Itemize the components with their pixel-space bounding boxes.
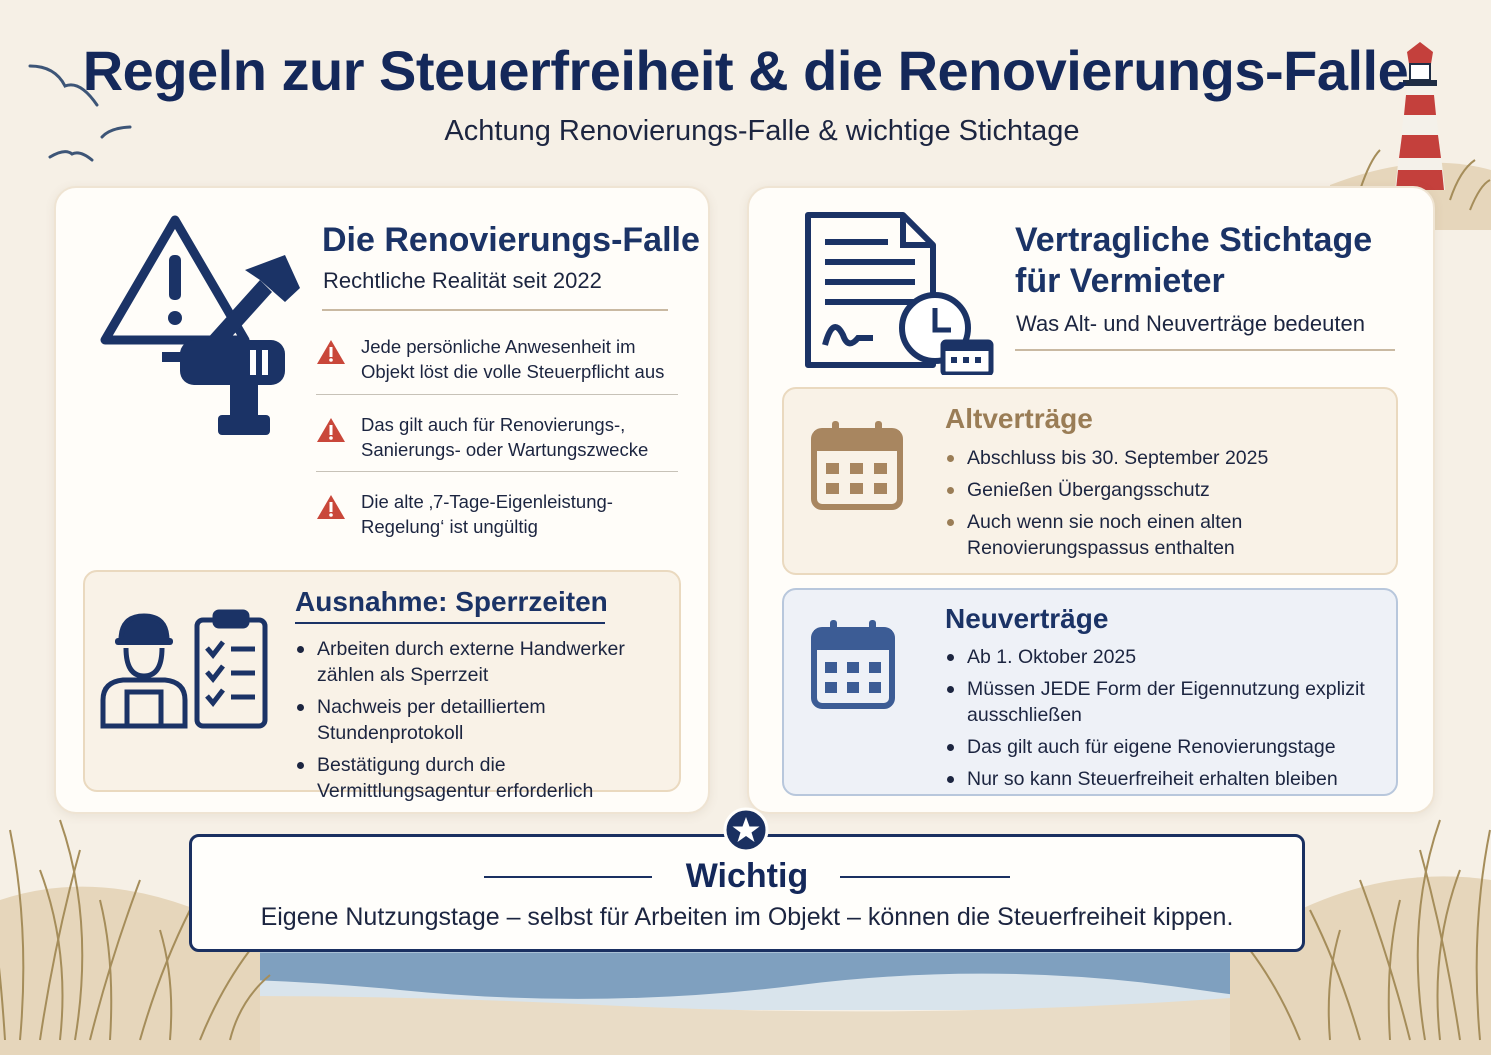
new-contracts-list: [945, 644, 1365, 798]
warning-tools-illustration: [100, 210, 310, 440]
new-contracts-title: Neuverträge: [945, 603, 1109, 634]
exception-item: Bestätigung durch die Vermittlungsagentur erforderlich: [295, 752, 665, 804]
new-contracts-item: Das gilt auch für eigene Renovierungstage: [945, 734, 1365, 760]
contract-deadlines-card: [747, 186, 1435, 814]
worker-icon: [103, 616, 185, 726]
renovation-trap-card: [54, 186, 710, 814]
important-text: Eigene Nutzungstage – selbst für Arbeiten im Objekt – können die Steuerfreiheit kippen.: [260, 903, 1234, 931]
calendar-icon: [810, 419, 904, 511]
divider: [316, 471, 678, 472]
exception-item: Nachweis per detailliertem Stundenprotokoll: [295, 694, 665, 746]
page-subtitle: Achtung Renovierungs-Falle & wichtige Stichtage: [444, 115, 1080, 147]
new-contracts-item: Ab 1. Oktober 2025: [945, 644, 1365, 670]
deadlines-subtitle: Was Alt- und Neuverträge bedeuten: [1016, 311, 1365, 336]
title-divider: [1015, 349, 1395, 351]
renovation-trap-subtitle: Rechtliche Realität seit 2022: [323, 268, 602, 293]
renovation-trap-title: Die Renovierungs-Falle: [322, 221, 700, 259]
important-label: Wichtig: [685, 857, 809, 895]
old-contracts-list: [945, 445, 1365, 567]
title-divider: [322, 309, 668, 311]
worker-checklist-illustration: [99, 608, 269, 733]
exception-item: Arbeiten durch externe Handwerker zählen als Sperrzeit: [295, 636, 665, 688]
page-title: Regeln zur Steuerfreiheit & die Renovierungs-Falle: [82, 39, 1409, 102]
deadlines-title-line2: für Vermieter: [1015, 262, 1225, 300]
warning-icon: [316, 338, 346, 366]
warning-text: Jede persönliche Anwesenheit im Objekt löst die volle Steuerpflicht aus: [361, 336, 665, 382]
old-contracts-item: Abschluss bis 30. September 2025: [945, 445, 1365, 471]
warning-text: Das gilt auch für Renovierungs-, Sanierungs- oder Wartungszwecke: [361, 414, 649, 460]
old-contracts-title: Altverträge: [945, 403, 1093, 434]
new-contracts-item: Nur so kann Steuerfreiheit erhalten bleiben: [945, 766, 1365, 792]
old-contracts-item: Auch wenn sie noch einen alten Renovierungspassus enthalten: [945, 509, 1365, 561]
exception-underline: [295, 622, 605, 624]
exception-list: [295, 636, 665, 810]
checklist-icon: [197, 612, 265, 726]
contract-illustration: [803, 210, 998, 375]
drill-icon: [162, 340, 285, 435]
warning-icon: [316, 416, 346, 444]
exception-title: Ausnahme: Sperrzeiten: [295, 586, 608, 617]
warning-icon: [316, 493, 346, 521]
calendar-icon: [943, 342, 991, 374]
old-contracts-item: Genießen Übergangsschutz: [945, 477, 1365, 503]
deadlines-title-line1: Vertragliche Stichtage: [1015, 221, 1373, 259]
exception-box: [83, 570, 681, 802]
old-contracts-box: [782, 387, 1398, 575]
calendar-icon: [810, 618, 896, 710]
divider: [316, 394, 678, 395]
new-contracts-item: Müssen JEDE Form der Eigennutzung explizit ausschließen: [945, 676, 1365, 728]
star-icon: [723, 807, 769, 853]
warning-text: Die alte ‚7-Tage-Eigenleistung-Regelung‘ ist ungültig: [361, 491, 613, 537]
new-contracts-box: [782, 588, 1398, 796]
